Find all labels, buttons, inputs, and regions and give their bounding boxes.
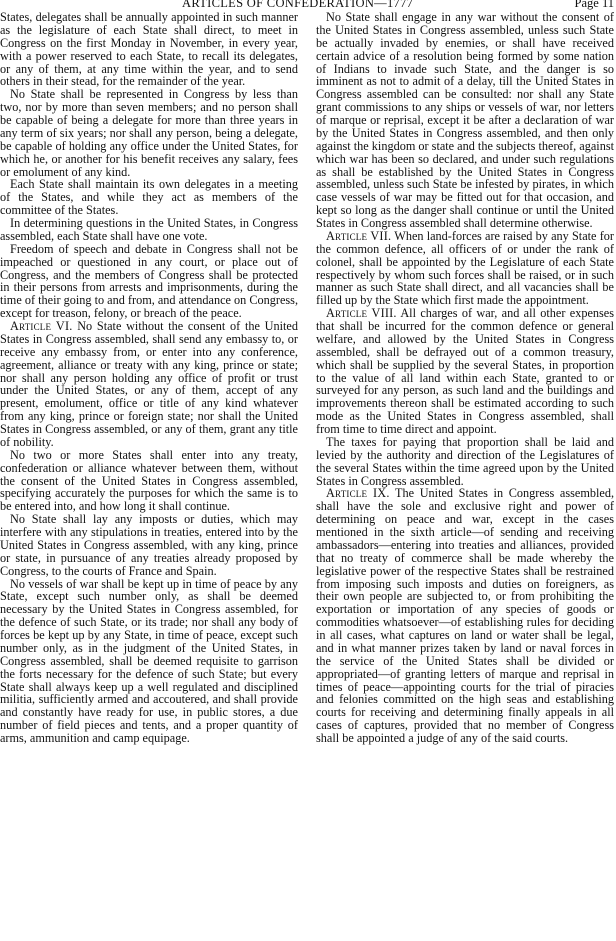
- article-paragraph: Article IX. The United States in Congress assembled, shall have the sole and exclusive right and power of determining on peace and war, except in the cases mentioned in the sixth article—of sending and receiving ambassadors—entering into treaties and alliances, provided that no treaty of commerce shall be made whereby the legislative power of the respective States shall be restrained from imposing such imposts and duties on foreigners, as their own people are subjected to, or from prohibiting the exportation or importation of any species of goods or commodities whatsoever—of establishing rules for deciding in all cases, what captures on land or water shall be legal, and in what manner prizes taken by land or naval forces in the service of the United States shall be divided or appropriated—of granting letters of marque and reprisal in times of peace—appointing courts for the trial of piracies and felonies committed on the high seas and establishing courts for receiving and determining finally appeals in all cases of captures, provided that no member of Congress shall be appointed a judge of any of the said courts.: [316, 486, 615, 745]
- paragraph: No two or more States shall enter into any treaty, confederation or alliance whatever between them, without the consent of the United States in Congress assembled, specifying accurately the purposes for which the same is to be entered into, and how long it shall continue.: [0, 447, 298, 514]
- paragraph: States, delegates shall be annually appointed in such manner as the legislature of each State shall direct, to meet in Congress on the first Monday in November, in every year, with a power reserved to each State, to recall its delegates, or any of them, at any time within the year, and to send others in their stead, for the remainder of the year.: [0, 10, 298, 89]
- right-column: [316, 11, 614, 745]
- article-label: Article IX.: [326, 486, 390, 501]
- paragraph: The taxes for paying that proportion shall be laid and levied by the authority and direction of the Legislatures of the several States within the time agreed upon by the United States in Congress assembled.: [316, 434, 614, 488]
- paragraph: Freedom of speech and debate in Congress shall not be impeached or questioned in any court, or place out of Congress, and the members of Congress shall be protected in their persons from arrests and imprisonments, during the time of their going to and from, and attendance on Congress, except for treason, felony, or breach of the peace.: [0, 241, 299, 321]
- article-paragraph: Article VI. No State without the consent of the United States in Congress assembled, shall send any embassy to, or receive any embassy from, or enter into any conference, agreement, alliance or treaty with any king, prince or state; nor shall any person holding any office of profit or trust under the United States, or any of them, accept of any present, emolument, office or title of any kind whatever from any king, prince or foreign state; nor shall the United States in Congress assembled, or any of them, grant any title of nobility.: [0, 319, 298, 449]
- left-column: [0, 11, 298, 745]
- article-label: Article VII.: [326, 228, 392, 243]
- article-label: Article VI.: [10, 319, 73, 333]
- page-number: Page 11: [574, 0, 614, 10]
- paragraph: No vessels of war shall be kept up in time of peace by any State, except such number only, as shall be deemed necessary by the United States in Congress assembled, for the defence of such State, or its trade; nor shall any body of forces be kept up by any State, in time of peace, except such number only, as in the judgment of the United States, in Congress assembled, shall be deemed requisite to garrison the forts necessary for the defence of such State; but every State shall always keep up a well regulated and disciplined militia, sufficiently armed and accoutered, and shall provide and constantly have ready for use, in public stores, a due number of field pieces and tents, and a proper quantity of arms, ammunition and camp equipage.: [0, 576, 298, 745]
- paragraph: In determining questions in the United States, in Congress assembled, each State shall have one vote.: [0, 216, 298, 243]
- paragraph: No State shall lay any imposts or duties, which may interfere with any stipulations in treaties, entered into by the United States in Congress assembled, with any king, prince or state, in pursuance of any treaties already proposed by Congress, to the courts of France and Spain.: [0, 512, 298, 578]
- header-title: ARTICLES OF CONFEDERATION—1777: [182, 0, 414, 10]
- article-paragraph: Article VII. When land-forces are raised by any State for the common defence, all officers of or under the rank of colonel, shall be appointed by the Legislature of each State respectively by whom such forces shall be raised, or in such manner as such State shall direct, and all vacancies shall be filled up by the State which first made the appointment.: [316, 228, 614, 308]
- paragraph: Each State shall maintain its own delegates in a meeting of the States, and while they act as members of the committee of the States.: [0, 177, 298, 218]
- article-paragraph: Article VIII. All charges of war, and all other expenses that shall be incurred for the common defence or general welfare, and allowed by the United States in Congress assembled, shall be defrayed out of a common treasury, which shall be supplied by the several States, in proportion to the value of all land within each State, granted to or surveyed for any person, as such land and the buildings and improvements thereon shall be estimated according to such mode as the United States in Congress assembled, shall from time to time direct and appoint.: [316, 306, 614, 436]
- article-label: Article VIII.: [326, 306, 397, 321]
- paragraph: No State shall engage in any war without the consent of the United States in Congress assembled, unless such State be actually invaded by enemies, or shall have received certain advice of a resolution being formed by some nation of Indians to invade such State, and the danger is so imminent as not to admit of a delay, till the United States in Congress assembled can be consulted: nor shall any State grant commissions to any ships or vessels of war, nor letters of marque or reprisal, except it be after a declaration of war by the United States in Congress assembled, and then only against the kingdom or state and the subjects thereof, against which war has been so declared, and under such regulations as shall be established by the United States in Congress assembled, unless such State be infested by pirates, in which case vessels of war may be fitted out for that occasion, and kept so long as the danger shall continue or until the United States in Congress assembled shall determine otherwise.: [316, 10, 615, 230]
- paragraph: No State shall be represented in Congress by less than two, nor by more than seven members; and no person shall be capable of being a delegate for more than three years in any term of six years; nor shall any person, being a delegate, be capable of holding any office under the United States, for which he, or another for his benefit receives any salary, fees or emolument of any kind.: [0, 87, 298, 179]
